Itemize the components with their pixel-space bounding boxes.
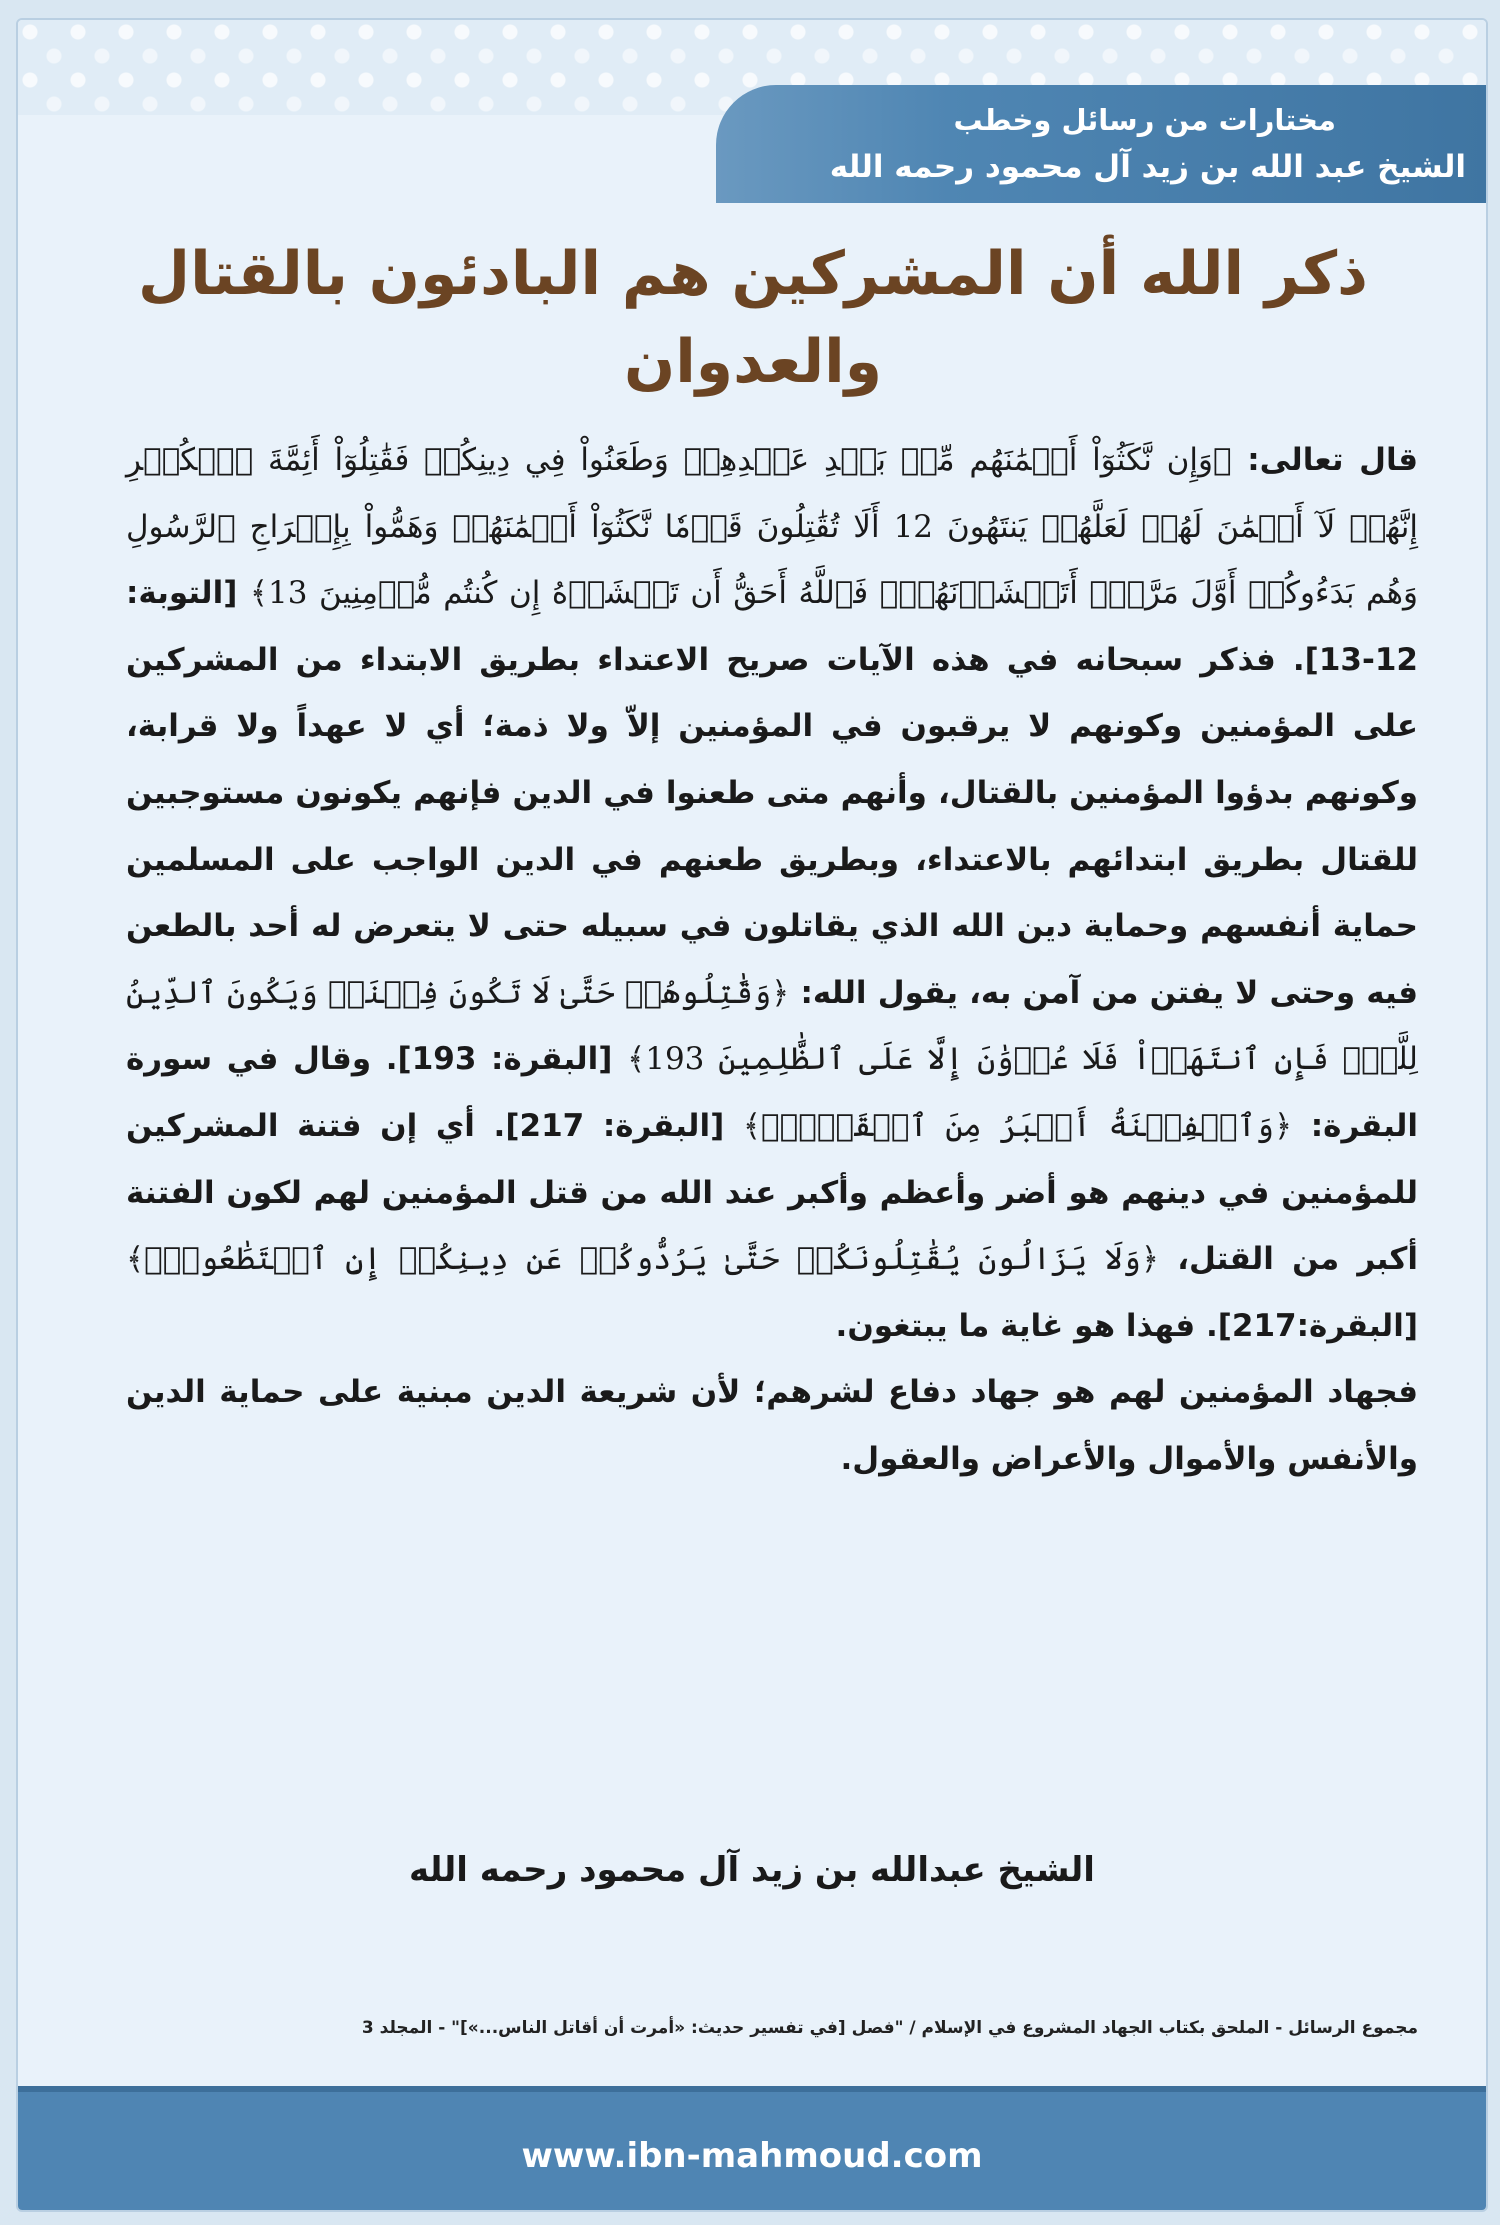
quran-verse: ﴿وَإِن نَّكَثُوٓاْ أَيۡمَٰنَهُم مِّنۢ بَعۡدِ عَهۡدِهِمۡ وَطَعَنُواْ فِي دِينِكُمۡ فَقَٰتِلُوٓاْ أَئِمَّةَ ٱلۡكُفۡرِ إِنَّهُمۡ لَآ أَيۡمَٰنَ لَهُمۡ لَعَلَّهُمۡ يَنتَهُونَ 12 أَلَا تُقَٰتِلُونَ قَوۡمٗا نَّكَثُوٓاْ أَيۡمَٰنَهُمۡ وَهَمُّواْ بِإِخۡرَاجِ ٱلرَّسُولِ وَهُم بَدَءُوكُمۡ أَوَّلَ مَرَّةٍۚ أَتَخۡشَوۡنَهُمۡۚ فَٱللَّهُ أَحَقُّ أَن تَخۡشَوۡهُ إِن كُنتُم مُّؤۡمِنِينَ 13﴾ — [126, 442, 1418, 612]
text-segment: [البقرة: 193]. وقال في سورة البقرة: — [126, 1041, 1418, 1144]
page-frame — [16, 18, 1488, 2212]
article-body — [126, 427, 1418, 1493]
quran-verse: ﴿وَلَا يَزَالُونَ يُقَٰتِلُونَكُمۡ حَتَّىٰ يَرُدُّوكُمۡ عَن دِينِكُمۡ إِنِ ٱسۡتَطَٰعُواْۚ﴾ — [126, 1241, 1160, 1278]
header-series-title: مختارات من رسائل وخطب — [953, 103, 1336, 137]
quran-verse: ﴿وَٱلۡفِتۡنَةُ أَكۡبَرُ مِنَ ٱلۡقَتۡلِۗ﴾ — [742, 1107, 1293, 1144]
text-segment: قال تعالى: — [1231, 442, 1418, 478]
text-segment: [البقرة:217]. فهذا هو غاية ما يبتغون. — [835, 1307, 1418, 1344]
signature: الشيخ عبدالله بن زيد آل محمود رحمه الله — [409, 1850, 1095, 1890]
header-banner — [716, 85, 1486, 203]
text-segment: [البقرة: 217]. أي إن فتنة المشركين للمؤمنين في دينهم هو أضر وأعظم وأكبر عند الله من قتل المؤمنين لهم لكون الفتنة أكبر من القتل، — [126, 1107, 1418, 1278]
footer-band — [18, 2086, 1486, 2212]
source-citation: مجموع الرسائل - الملحق بكتاب الجهاد المشروع في الإسلام / "فصل [في تفسير حديث: «أمرت أن أقاتل الناس...»]" - المجلد 3 — [361, 2018, 1418, 2038]
paragraph-1 — [126, 427, 1418, 1359]
article-title: ذكر الله أن المشركين هم البادئون بالقتال والعدوان — [138, 239, 1368, 397]
paragraph-2: فجهاد المؤمنين لهم هو جهاد دفاع لشرهم؛ لأن شريعة الدين مبنية على حماية الدين والأنفس والأموال والأعراض والعقول. — [126, 1374, 1418, 1477]
quran-verse: ﴿وَقَٰتِلُوهُمۡ حَتَّىٰ لَا تَكُونَ فِتۡنَةٞ وَيَكُونَ ٱلدِّينُ لِلَّهِۖ فَإِنِ ٱنتَهَوۡاْ فَلَا عُدۡوَٰنَ إِلَّا عَلَى ٱلظَّٰلِمِينَ 193﴾ — [126, 974, 1418, 1078]
website-link[interactable]: www.ibn-mahmoud.com — [521, 2136, 983, 2176]
header-author: الشيخ عبد الله بن زيد آل محمود رحمه الله — [829, 149, 1466, 185]
text-segment: [التوبة: 12-13]. فذكر سبحانه في هذه الآيات صريح الاعتداء بطريق الابتداء من المشركين على المؤمنين وكونهم لا يرقبون في المؤمنين إلاّ ولا ذمة؛ أي لا عهداً ولا قرابة، وكونهم بدؤوا المؤمنين بالقتال، وأنهم متى طعنوا في الدين فإنهم يكونون مستوجبين للقتال بطريق ابتدائهم بالاعتداء، وبطريق طعنهم في الدين الواجب على المسلمين حماية أنفسهم وحماية دين الله الذي يقاتلون في سبيله حتى لا يتعرض له أحد بالطعن فيه وحتى لا يفتن من آمن به، يقول الله: — [126, 575, 1418, 1011]
